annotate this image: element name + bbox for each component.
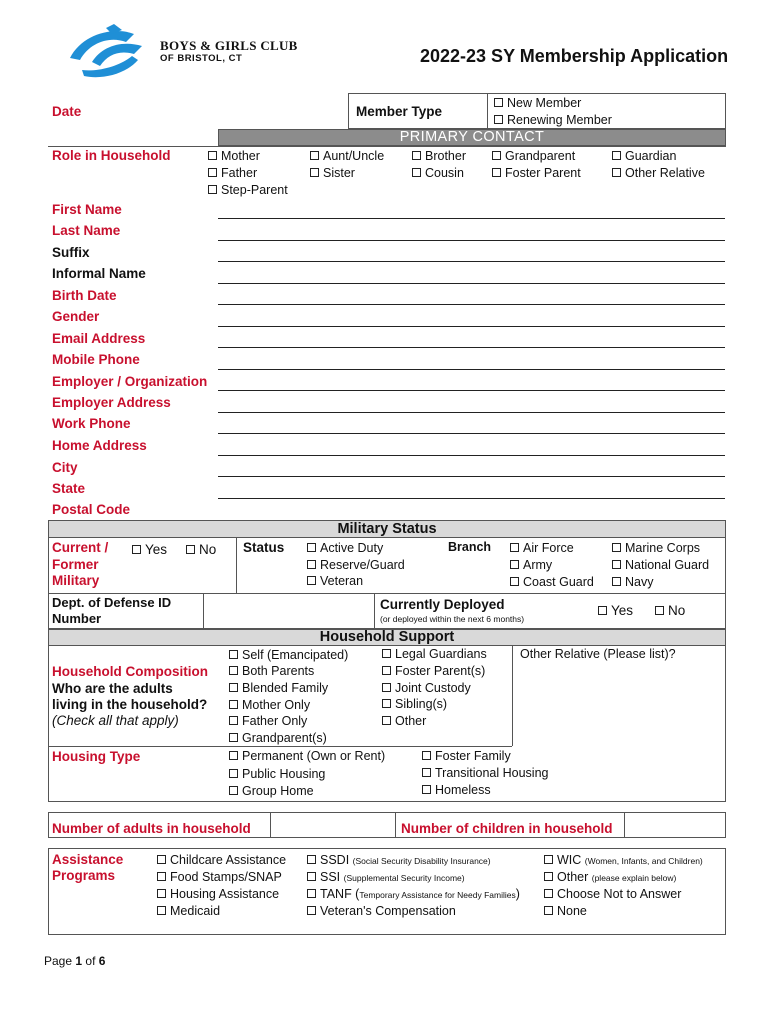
field-label-informal-name: Informal Name bbox=[52, 266, 146, 281]
checkbox-icon bbox=[612, 168, 621, 177]
checkbox-icon bbox=[229, 751, 238, 760]
checkbox-icon bbox=[544, 906, 553, 915]
household-composition-question-2: living in the household? bbox=[52, 697, 208, 712]
field-label-last-name: Last Name bbox=[52, 223, 121, 238]
field-label-state: State bbox=[52, 481, 86, 496]
checkbox-icon bbox=[412, 151, 421, 160]
assist-tanf[interactable]: TANF (Temporary Assistance for Needy Families) bbox=[307, 887, 520, 901]
household-support-heading: Household Support bbox=[48, 629, 726, 646]
housing-homeless[interactable]: Homeless bbox=[422, 783, 491, 797]
role-aunt-uncle[interactable]: Aunt/Uncle bbox=[310, 149, 384, 163]
assistance-programs-label: Assistance Programs bbox=[52, 852, 124, 883]
checkbox-icon bbox=[492, 168, 501, 177]
branch-marine-corps[interactable]: Marine Corps bbox=[612, 541, 700, 555]
field-line-gender[interactable] bbox=[218, 326, 725, 327]
date-label: Date bbox=[52, 104, 82, 119]
field-label-mobile-phone: Mobile Phone bbox=[52, 352, 140, 367]
field-line-first-name[interactable] bbox=[218, 218, 725, 219]
housing-type-label: Housing Type bbox=[52, 749, 141, 764]
military-no[interactable]: No bbox=[186, 542, 216, 557]
household-composition-note: (Check all that apply) bbox=[52, 713, 179, 728]
checkbox-icon bbox=[655, 606, 664, 615]
comp-grandparents[interactable]: Grandparent(s) bbox=[229, 731, 327, 745]
checkbox-icon bbox=[307, 576, 316, 585]
field-line-employer[interactable] bbox=[218, 390, 725, 391]
comp-siblings[interactable]: Sibling(s) bbox=[382, 697, 447, 711]
member-type-new[interactable]: New Member bbox=[494, 96, 581, 110]
military-status-heading: Military Status bbox=[48, 520, 726, 538]
page-number: Page 1 of 6 bbox=[44, 954, 106, 968]
checkbox-icon bbox=[229, 683, 238, 692]
checkbox-icon bbox=[229, 700, 238, 709]
checkbox-icon bbox=[544, 889, 553, 898]
checkbox-icon bbox=[132, 545, 141, 554]
field-line-work-phone[interactable] bbox=[218, 433, 725, 434]
checkbox-icon bbox=[612, 560, 621, 569]
comp-father-only[interactable]: Father Only bbox=[229, 714, 307, 728]
assist-ssi[interactable]: SSI (Supplemental Security Income) bbox=[307, 870, 465, 884]
checkbox-icon bbox=[186, 545, 195, 554]
assist-choose-not[interactable]: Choose Not to Answer bbox=[544, 887, 681, 901]
checkbox-icon bbox=[382, 666, 391, 675]
field-line-informal-name[interactable] bbox=[218, 283, 725, 284]
role-father[interactable]: Father bbox=[208, 166, 257, 180]
checkbox-icon bbox=[229, 769, 238, 778]
assist-medicaid[interactable]: Medicaid bbox=[157, 904, 220, 918]
member-type-label: Member Type bbox=[356, 104, 443, 119]
checkbox-icon bbox=[229, 666, 238, 675]
checkbox-icon bbox=[229, 650, 238, 659]
checkbox-icon bbox=[157, 855, 166, 864]
checkbox-icon bbox=[612, 577, 621, 586]
deployed-yes[interactable]: Yes bbox=[598, 603, 633, 618]
field-line-birth-date[interactable] bbox=[218, 304, 725, 305]
assist-childcare[interactable]: Childcare Assistance bbox=[157, 853, 286, 867]
checkbox-icon bbox=[157, 872, 166, 881]
comp-other[interactable]: Other bbox=[382, 714, 426, 728]
housing-transitional[interactable]: Transitional Housing bbox=[422, 766, 548, 780]
military-yes[interactable]: Yes bbox=[132, 542, 167, 557]
housing-foster-family[interactable]: Foster Family bbox=[422, 749, 511, 763]
checkbox-icon bbox=[310, 168, 319, 177]
checkbox-icon bbox=[157, 889, 166, 898]
field-line-mobile-phone[interactable] bbox=[218, 369, 725, 370]
field-line-state[interactable] bbox=[218, 498, 725, 499]
logo bbox=[62, 20, 312, 80]
page-title: 2022-23 SY Membership Application bbox=[420, 46, 729, 66]
role-cousin[interactable]: Cousin bbox=[412, 166, 464, 180]
branch-coast-guard[interactable]: Coast Guard bbox=[510, 575, 594, 589]
checkbox-icon bbox=[382, 699, 391, 708]
status-veteran[interactable]: Veteran bbox=[307, 574, 363, 588]
field-label-home-address: Home Address bbox=[52, 438, 147, 453]
other-relative-note[interactable]: Other Relative (Please list)? bbox=[520, 647, 676, 661]
checkbox-icon bbox=[229, 733, 238, 742]
checkbox-icon bbox=[307, 855, 316, 864]
checkbox-icon bbox=[422, 785, 431, 794]
field-label-work-phone: Work Phone bbox=[52, 416, 131, 431]
checkbox-icon bbox=[510, 577, 519, 586]
role-grandparent[interactable]: Grandparent bbox=[492, 149, 575, 163]
military-status-label: Status bbox=[243, 540, 285, 555]
logo-line-1: BOYS & GIRLS CLUB bbox=[160, 38, 298, 53]
field-label-suffix: Suffix bbox=[52, 245, 90, 260]
checkbox-icon bbox=[510, 543, 519, 552]
housing-permanent[interactable]: Permanent (Own or Rent) bbox=[229, 749, 385, 763]
field-label-email: Email Address bbox=[52, 331, 146, 346]
checkbox-icon bbox=[382, 649, 391, 658]
housing-public[interactable]: Public Housing bbox=[229, 767, 325, 781]
checkbox-icon bbox=[544, 872, 553, 881]
checkbox-icon bbox=[544, 855, 553, 864]
number-of-children-label: Number of children in household bbox=[401, 821, 613, 836]
checkbox-icon bbox=[307, 906, 316, 915]
branch-national-guard[interactable]: National Guard bbox=[612, 558, 709, 572]
field-label-city: City bbox=[52, 460, 78, 475]
comp-both-parents[interactable]: Both Parents bbox=[229, 664, 314, 678]
checkbox-icon bbox=[208, 185, 217, 194]
field-label-birth-date: Birth Date bbox=[52, 288, 117, 303]
checkbox-icon bbox=[598, 606, 607, 615]
primary-contact-heading: PRIMARY CONTACT bbox=[218, 129, 726, 146]
checkbox-icon bbox=[412, 168, 421, 177]
comp-mother-only[interactable]: Mother Only bbox=[229, 698, 310, 712]
assist-food-stamps[interactable]: Food Stamps/SNAP bbox=[157, 870, 282, 884]
checkbox-icon bbox=[422, 768, 431, 777]
field-line-home-address[interactable] bbox=[218, 455, 725, 456]
checkbox-icon bbox=[310, 151, 319, 160]
checkbox-icon bbox=[208, 151, 217, 160]
comp-blended-family[interactable]: Blended Family bbox=[229, 681, 328, 695]
role-guardian[interactable]: Guardian bbox=[612, 149, 676, 163]
field-line-city[interactable] bbox=[218, 476, 725, 477]
member-type-renewing[interactable]: Renewing Member bbox=[494, 113, 612, 127]
currently-deployed-label: Currently Deployed bbox=[380, 597, 505, 612]
comp-joint-custody[interactable]: Joint Custody bbox=[382, 681, 471, 695]
deployed-no[interactable]: No bbox=[655, 603, 685, 618]
role-step-parent[interactable]: Step-Parent bbox=[208, 183, 288, 197]
assist-ssdi[interactable]: SSDI (Social Security Disability Insurance) bbox=[307, 853, 491, 867]
checkbox-icon bbox=[307, 889, 316, 898]
assist-veteran-comp[interactable]: Veteran's Compensation bbox=[307, 904, 456, 918]
field-label-gender: Gender bbox=[52, 309, 100, 324]
checkbox-icon bbox=[612, 543, 621, 552]
number-of-adults-input[interactable] bbox=[271, 813, 394, 837]
checkbox-icon bbox=[382, 683, 391, 692]
field-line-employer-address[interactable] bbox=[218, 412, 725, 413]
role-sister[interactable]: Sister bbox=[310, 166, 355, 180]
checkbox-icon bbox=[157, 906, 166, 915]
checkbox-icon bbox=[208, 168, 217, 177]
checkbox-icon bbox=[510, 560, 519, 569]
branch-label: Branch bbox=[448, 540, 492, 554]
logo-line-2: OF BRISTOL, CT bbox=[160, 53, 243, 64]
role-brother[interactable]: Brother bbox=[412, 149, 466, 163]
checkbox-icon bbox=[307, 872, 316, 881]
checkbox-icon bbox=[494, 115, 503, 124]
branch-air-force[interactable]: Air Force bbox=[510, 541, 574, 555]
club-logo-icon bbox=[62, 20, 154, 80]
status-active-duty[interactable]: Active Duty bbox=[307, 541, 383, 555]
checkbox-icon bbox=[422, 751, 431, 760]
field-label-first-name: First Name bbox=[52, 202, 122, 217]
number-of-adults-label: Number of adults in household bbox=[52, 821, 251, 836]
role-in-household-label: Role in Household bbox=[52, 148, 171, 163]
comp-foster-parents[interactable]: Foster Parent(s) bbox=[382, 664, 485, 678]
housing-group-home[interactable]: Group Home bbox=[229, 784, 314, 798]
field-line-suffix[interactable] bbox=[218, 261, 725, 262]
household-composition-label: Household Composition bbox=[52, 664, 208, 679]
role-mother[interactable]: Mother bbox=[208, 149, 260, 163]
checkbox-icon bbox=[229, 716, 238, 725]
deployed-note: (or deployed within the next 6 months) bbox=[380, 614, 525, 624]
status-reserve-guard[interactable]: Reserve/Guard bbox=[307, 558, 405, 572]
assist-housing[interactable]: Housing Assistance bbox=[157, 887, 279, 901]
field-label-employer: Employer / Organization bbox=[52, 374, 208, 389]
comp-legal-guardians[interactable]: Legal Guardians bbox=[382, 647, 487, 661]
checkbox-icon bbox=[382, 716, 391, 725]
assist-other[interactable]: Other (please explain below) bbox=[544, 870, 676, 884]
branch-army[interactable]: Army bbox=[510, 558, 552, 572]
field-line-email[interactable] bbox=[218, 347, 725, 348]
checkbox-icon bbox=[494, 98, 503, 107]
checkbox-icon bbox=[307, 560, 316, 569]
assist-none[interactable]: None bbox=[544, 904, 587, 918]
number-of-children-input[interactable] bbox=[625, 813, 725, 837]
field-line-last-name[interactable] bbox=[218, 240, 725, 241]
checkbox-icon bbox=[229, 786, 238, 795]
dod-id-label: Dept. of Defense ID Number bbox=[52, 595, 172, 626]
assist-wic[interactable]: WIC (Women, Infants, and Children) bbox=[544, 853, 703, 867]
checkbox-icon bbox=[307, 543, 316, 552]
checkbox-icon bbox=[492, 151, 501, 160]
household-composition-question-1: Who are the adults bbox=[52, 681, 173, 696]
comp-self-emancipated[interactable]: Self (Emancipated) bbox=[229, 648, 348, 662]
role-other-relative[interactable]: Other Relative bbox=[612, 166, 705, 180]
field-label-postal-code: Postal Code bbox=[52, 502, 131, 517]
checkbox-icon bbox=[612, 151, 621, 160]
role-foster-parent[interactable]: Foster Parent bbox=[492, 166, 581, 180]
current-former-military-label: Current / Former Military bbox=[52, 540, 109, 588]
field-label-employer-address: Employer Address bbox=[52, 395, 171, 410]
branch-navy[interactable]: Navy bbox=[612, 575, 653, 589]
